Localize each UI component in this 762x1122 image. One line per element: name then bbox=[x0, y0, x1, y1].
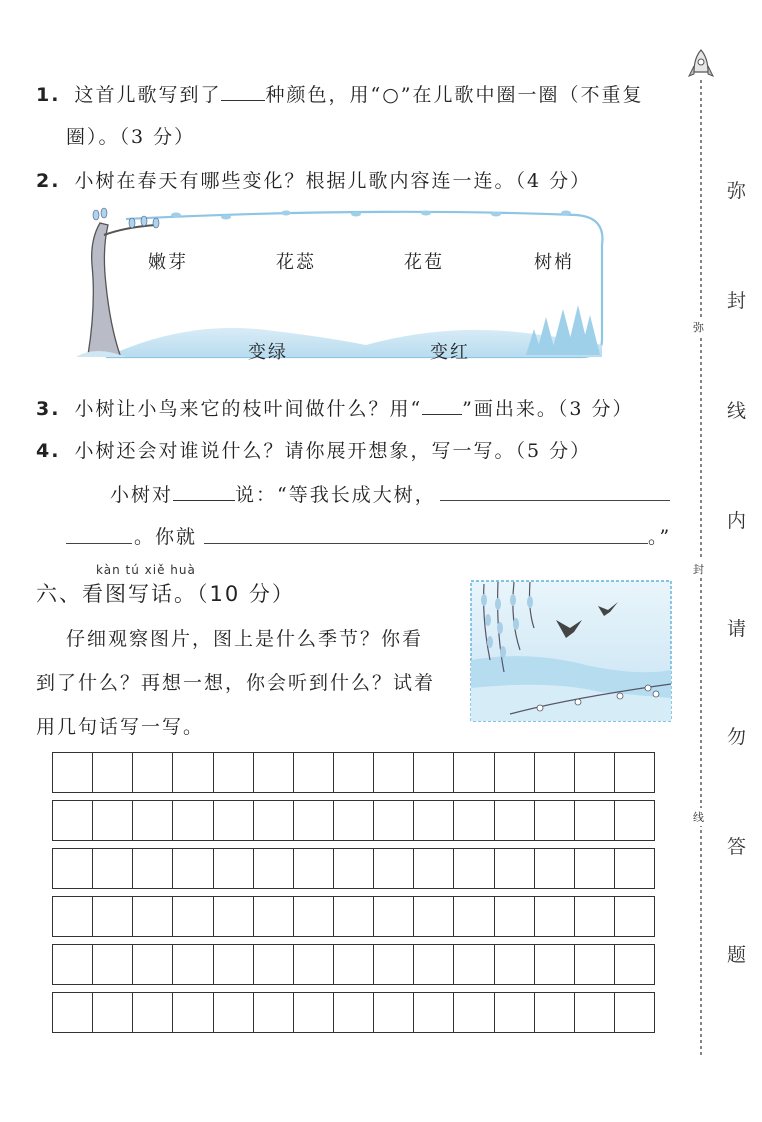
match-top-3[interactable]: 花苞 bbox=[404, 252, 444, 273]
question-3 bbox=[36, 394, 634, 421]
circle-symbol: ○ bbox=[382, 84, 401, 106]
section-line-1: 仔细观察图片，图上是什么季节？你看 bbox=[66, 628, 424, 650]
q1-text-c: ”在儿歌中圈一圈（不重复 bbox=[400, 84, 644, 106]
seal-char: 答 bbox=[727, 836, 747, 858]
question-1 bbox=[36, 80, 644, 107]
match-bottom-1[interactable]: 变绿 bbox=[248, 342, 288, 363]
question-4 bbox=[36, 436, 591, 463]
section-line-2: 到了什么？再想一想，你会听到什么？试着 bbox=[36, 672, 436, 694]
writing-grid-row[interactable] bbox=[52, 848, 655, 889]
seal-char: 请 bbox=[727, 618, 747, 640]
match-top-1[interactable]: 嫩芽 bbox=[148, 252, 188, 273]
match-top-2[interactable]: 花蕊 bbox=[276, 252, 316, 273]
scene-picture bbox=[470, 580, 672, 722]
seal-char: 勿 bbox=[727, 726, 747, 748]
writing-grid-row[interactable] bbox=[52, 752, 655, 793]
q3-text-a: 小树让小鸟来它的枝叶间做什么？用“ bbox=[74, 398, 423, 420]
q1-text-b: 种颜色，用“ bbox=[265, 84, 383, 106]
section-pinyin: kàn tú xiě huà bbox=[96, 563, 196, 577]
section-line-3: 用几句话写一写。 bbox=[36, 716, 205, 738]
seal-line bbox=[684, 44, 718, 1064]
seal-small-char: 线 bbox=[693, 808, 704, 826]
question-number: 3. bbox=[36, 398, 61, 420]
seal-char: 线 bbox=[727, 400, 747, 422]
q3-text-b: ”画出来。（3 分） bbox=[462, 398, 634, 420]
writing-grid-row[interactable] bbox=[52, 944, 655, 985]
match-top-4[interactable]: 树梢 bbox=[534, 252, 574, 273]
pine-trees-icon bbox=[526, 305, 600, 355]
q4-fill-end: 。” bbox=[648, 526, 672, 548]
rocket-icon bbox=[689, 50, 713, 76]
q2-text: 小树在春天有哪些变化？根据儿歌内容连一连。（4 分） bbox=[74, 170, 592, 192]
question-number: 1. bbox=[36, 84, 61, 106]
match-bottom-2[interactable]: 变红 bbox=[430, 342, 470, 363]
question-number: 2. bbox=[36, 170, 61, 192]
tree-icon bbox=[76, 208, 159, 357]
q4-fill-line1 bbox=[110, 480, 436, 507]
seal-char: 题 bbox=[727, 944, 747, 966]
underline-symbol bbox=[422, 396, 462, 415]
answer-blank[interactable] bbox=[66, 543, 132, 544]
seal-small-char: 封 bbox=[693, 560, 704, 578]
writing-grid-row[interactable] bbox=[52, 896, 655, 937]
answer-blank[interactable] bbox=[204, 543, 648, 544]
section-title: 六、看图写话。（10 分） bbox=[36, 582, 295, 606]
seal-char: 封 bbox=[727, 290, 747, 312]
writing-grid-row[interactable] bbox=[52, 800, 655, 841]
q4-fill-b: 说：“等我长成大树， bbox=[235, 484, 436, 506]
seal-small-char: 弥 bbox=[693, 318, 704, 336]
answer-blank[interactable] bbox=[173, 482, 235, 501]
writing-grid-row[interactable] bbox=[52, 992, 655, 1033]
seal-char: 弥 bbox=[727, 180, 747, 202]
seal-char: 内 bbox=[727, 510, 747, 532]
question-2 bbox=[36, 166, 591, 193]
q1-line2: 圈）。（3 分） bbox=[66, 126, 196, 148]
q4-fill-a: 小树对 bbox=[110, 484, 174, 506]
answer-blank[interactable] bbox=[221, 82, 265, 101]
q1-text-a: 这首儿歌写到了 bbox=[74, 84, 222, 106]
q4-text: 小树还会对谁说什么？请你展开想象，写一写。（5 分） bbox=[74, 440, 592, 462]
q4-fill-c: 。你就 bbox=[134, 526, 198, 548]
question-number: 4. bbox=[36, 440, 61, 462]
answer-blank[interactable] bbox=[440, 500, 670, 501]
matching-illustration bbox=[66, 205, 614, 370]
